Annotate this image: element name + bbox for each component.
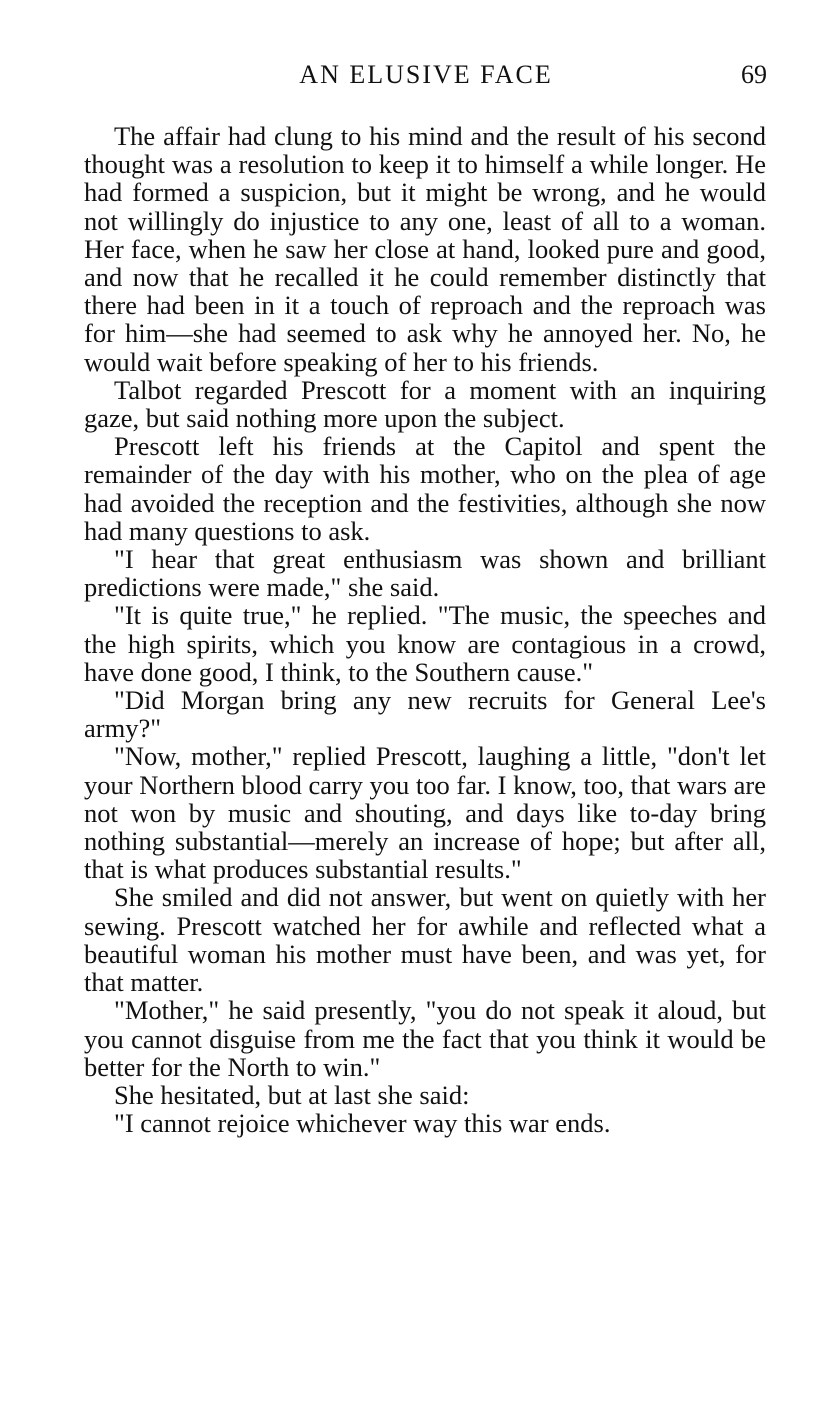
paragraph: "It is quite true," he replied. "The music, the speeches and the high spirits, which you know are contagious in a crowd, have done good, I think, to the Southern cause." [84, 600, 766, 687]
running-title: AN ELUSIVE FACE [299, 60, 553, 89]
paragraph: She hesitated, but at last she said: [114, 1079, 470, 1110]
running-header [85, 55, 767, 95]
paragraph: She smiled and did not answer, but went on quietly with her sewing. Prescott watched her for awhile and reflected what a beautiful woman his mother must have been, and was yet, for that matter. [84, 882, 766, 998]
paragraph: "I hear that great enthusiasm was shown and brilliant predictions were made," she said. [84, 544, 766, 603]
paragraph: The affair had clung to his mind and the result of his second thought was a resolution to keep it to himself a while longer. He had formed a suspicion, but it might be wrong, and he would not willingly do injustice to any one, least of all to a woman. Her face, when he saw her close at hand, looked pure and good, and now that he recalled it he could remember distinctly that there had been in it a touch of reproach and the reproach was for him—she had seemed to ask why he annoyed her. No, he would wait before speaking of her to his friends. [84, 121, 766, 377]
paragraph: "Did Morgan bring any new recruits for General Lee's army?" [84, 685, 766, 744]
paragraph: "Mother," he said presently, "you do not speak it aloud, but you cannot disguise from me the fact that you think it would be better for the North to win." [84, 995, 766, 1082]
paragraph: Prescott left his friends at the Capitol and spent the remainder of the day with his mother, who on the plea of age had avoided the reception and the festivities, although she now had many questions to ask. [84, 431, 766, 546]
body-text [84, 122, 766, 1137]
paragraph: "I cannot rejoice whichever way this war ends. [114, 1108, 611, 1139]
paragraph: "Now, mother," replied Prescott, laughing a little, "don't let your Northern blood carry you too far. I know, too, that wars are not won by music and shouting, and days like to-day bring nothing substantial—merely an increase of hope; but after all, that is what produces substantial results." [84, 741, 766, 885]
page-number: 69 [741, 60, 767, 89]
paragraph: Talbot regarded Prescott for a moment with an inquiring gaze, but said nothing more upon the subject. [84, 374, 766, 434]
